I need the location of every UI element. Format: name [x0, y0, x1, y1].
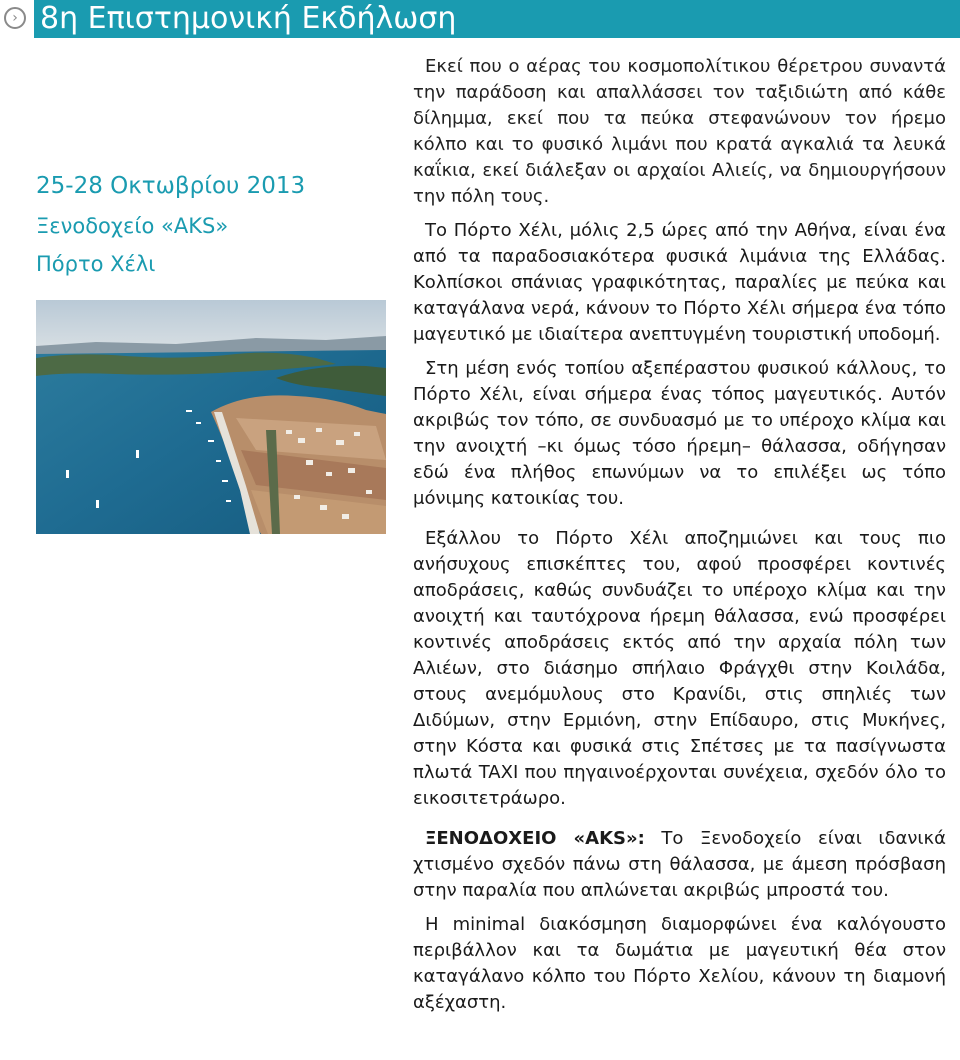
porto-heli-aerial-photo	[36, 300, 386, 534]
event-dates: 25-28 Οκτωβρίου 2013	[36, 173, 306, 199]
header	[0, 0, 960, 38]
article-paragraph: Το Πόρτο Χέλι, μόλις 2,5 ώρες από την Αθήνα, είναι ένα από τα παραδοσιακότερα φυσικά λιμάνια της Ελλάδας. Κολπίσκοι σπάνιας γραφικότητας, παραλίες με πεύκα και καταγάλανα νερά, κάνουν το Πόρτο Χέλι σήμερα ένα τόπο μαγευτικό με ιδιαίτερα ανεπτυγμένη τουριστική υποδομή.	[413, 220, 946, 345]
chevron-right-circle-icon: ›	[4, 7, 26, 29]
article-body	[413, 54, 946, 1024]
event-info	[36, 168, 386, 282]
header-bar	[34, 0, 960, 38]
article-paragraph: Εκεί που ο αέρας του κοσμοπολίτικου θέρετρου συναντά την παράδοση και απαλλάσσει τον ταξιδιώτη από κάθε δίλημμα, εκεί που τα πεύκα στεφανώνουν τον ήρεμο κόλπο και το φυσικό λιμάνι που κρατά αγκαλιά τα λευκά καΐκια, εκεί διάλεξαν οι αρχαίοι Αλιείς, να δημιουργήσουν την πόλη τους.	[413, 56, 946, 207]
article-paragraph: Η minimal διακόσμηση διαμορφώνει ένα καλόγουστο περιβάλλον και τα δωμάτια με μαγευτική θέα στον καταγάλανο κόλπο του Πόρτο Χελίου, κάνουν τη διαμονή αξέχαστη.	[413, 914, 946, 1013]
event-hotel: Ξενοδοχείο «AKS»	[36, 214, 229, 238]
event-place: Πόρτο Χέλι	[36, 252, 156, 276]
hotel-name-label: ΞΕΝΟΔΟΧΕΙΟ «AKS»:	[425, 828, 645, 849]
hotel-description: Το Ξενοδοχείο είναι ιδανικά χτισμένο σχεδόν πάνω στη θάλασσα, με άμεση πρόσβαση στην παραλία που απλώνεται ακριβώς μπροστά του.	[413, 828, 946, 901]
hotel-paragraph	[413, 826, 946, 904]
article-paragraph: Εξάλλου το Πόρτο Χέλι αποζημιώνει και τους πιο ανήσυχους επισκέπτες του, αφού προσφέρει κοντινές αποδράσεις, καθώς συνδυάζει το υπέροχο κλίμα και την ανοιχτή και ταυτόχρονα ήρεμη θάλασσα, ενώ προσφέρει κοντινές αποδράσεις εκτός από την αρχαία πόλη των Αλιέων, στο διάσημο σπήλαιο Φράγχθι στην Κοιλάδα, στους ανεμόμυλους στο Κρανίδι, στις σπηλιές των Διδύμων, στην Ερμιόνη, στην Επίδαυρο, στις Μυκήνες, στην Κόστα και φυσικά στις Σπέτσες με τα πασίγνωστα πλωτά TAXI που πηγαινοέρχονται συνέχεια, σχεδόν όλο το εικοσιτετράωρο.	[413, 528, 946, 809]
page-title: 8η Επιστημονική Εκδήλωση	[40, 1, 457, 36]
article-paragraph: Στη μέση ενός τοπίου αξεπέραστου φυσικού κάλλους, το Πόρτο Χέλι, είναι σήμερα ένας τόπος μαγευτικός. Αυτόν ακριβώς τον τόπο, σε συνδυασμό με το υπέροχο κλίμα και την ανοιχτή –κι όμως τόσο ήρεμη– θάλασσα, οδήγησαν εδώ ένα πλήθος επωνύμων να το επιλέξει ως τόπο μόνιμης κατοικίας του.	[413, 358, 946, 509]
